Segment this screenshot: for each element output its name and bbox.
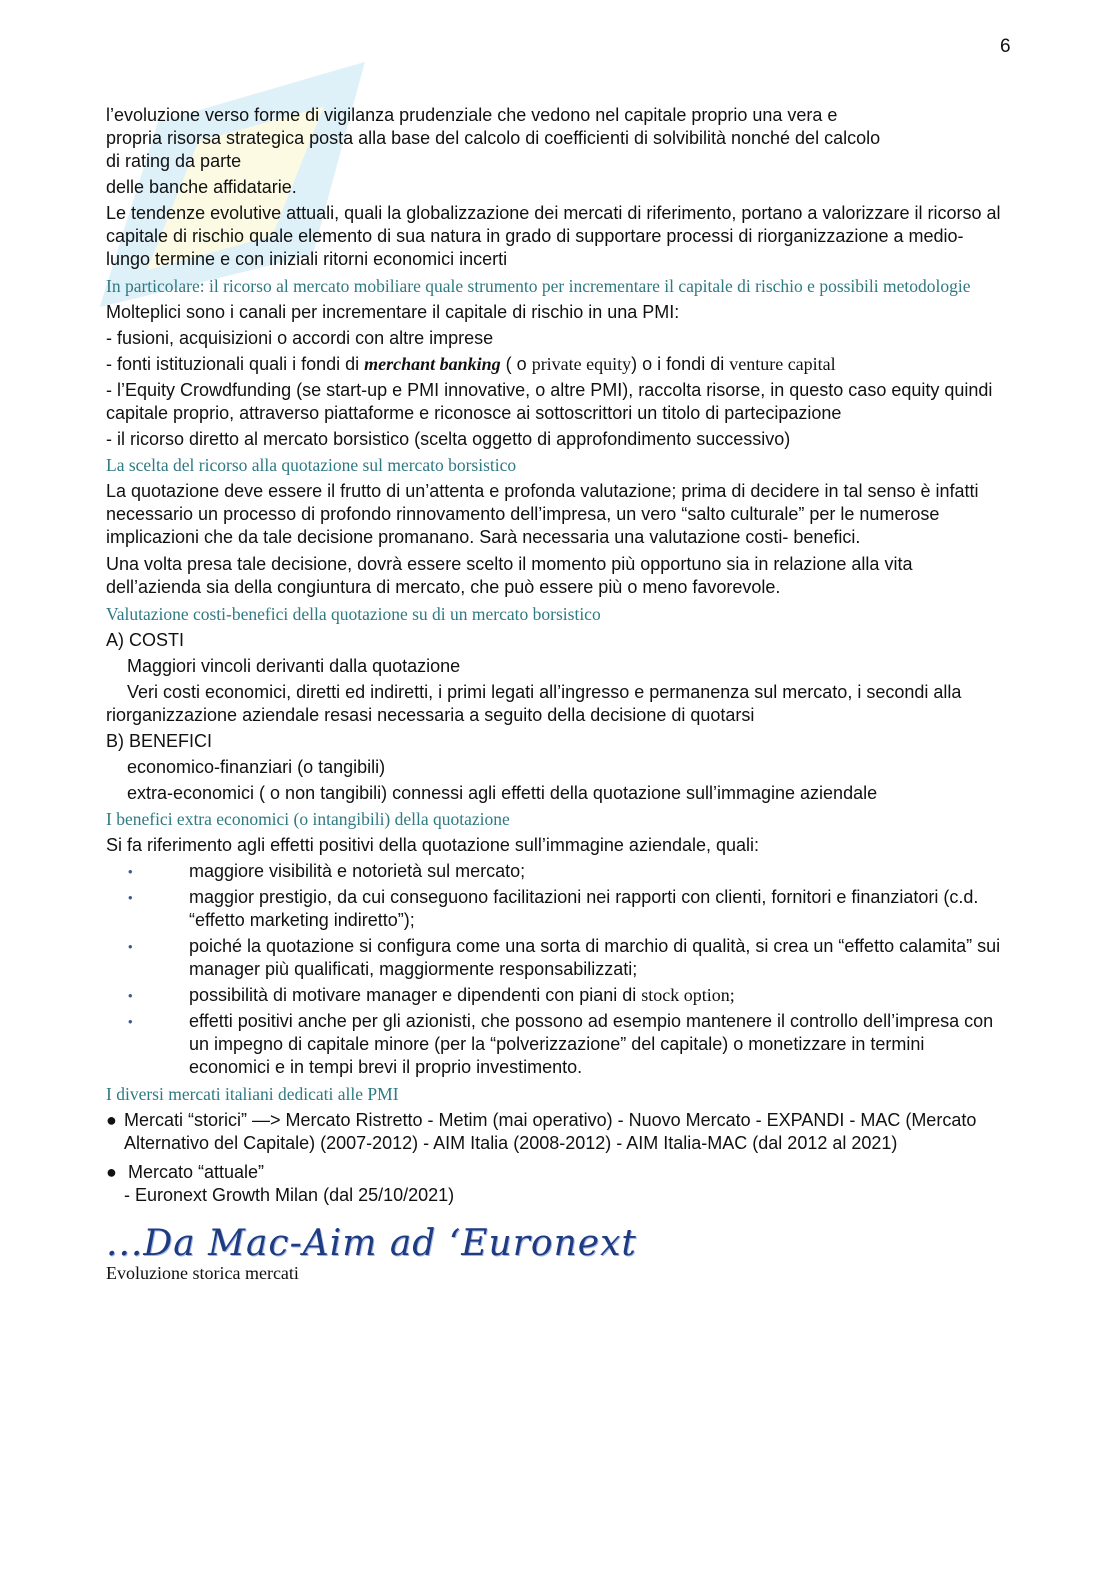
private-equity-term: private equity bbox=[531, 354, 632, 374]
list-item bbox=[106, 860, 1006, 883]
page-number: 6 bbox=[1000, 36, 1011, 57]
intro-line-4: delle banche affidatarie. bbox=[106, 177, 297, 197]
text-fragment: ( o bbox=[500, 354, 532, 374]
list-item-fusioni: - fusioni, acquisizioni o accordi con altre imprese bbox=[106, 328, 494, 348]
costs-label: A) COSTI bbox=[106, 630, 185, 650]
benefits-list bbox=[106, 860, 1006, 1079]
bullet-icon: • bbox=[128, 939, 133, 954]
list-item bbox=[106, 886, 1006, 932]
bullet-icon: • bbox=[128, 864, 133, 879]
list-item bbox=[106, 935, 1006, 981]
bullet-icon: • bbox=[128, 988, 133, 1003]
page-content bbox=[106, 104, 1006, 1283]
bullet-icon: ● bbox=[106, 1110, 117, 1130]
list-item-text: Mercati “storici” —> Mercato Ristretto - Metim (mai operativo) - Nuovo Mercato - EXPANDI - MAC (Mercato Alternativo del Capitale) (2007-2012) - AIM Italia (2008-2012) - AIM Italia-MAC (dal 2012 al 2021) bbox=[124, 1110, 977, 1153]
intro-paragraph-2: Le tendenze evolutive attuali, quali la globalizzazione dei mercati di riferimento, portano a valorizzare il ricorso al capitale di rischio quale elemento di sua natura in grado di supportare processi di riorganizzazione a medio-lungo termine e con iniziali ritorni economici incerti bbox=[106, 203, 1001, 269]
cost-item-vincoli: Maggiori vincoli derivanti dalla quotazione bbox=[127, 656, 461, 676]
stock-option-term: stock option; bbox=[641, 985, 735, 1005]
list-item-crowdfunding: - l’Equity Crowdfunding (se start-up e PMI innovative, o altre PMI), raccolta risorse, in questo caso equity quindi capitale proprio, attraverso piattaforme e riconosce ai sottoscrittori un titolo di partecipazione bbox=[106, 380, 993, 423]
section-heading-scelta-quotazione: La scelta del ricorso alla quotazione sul mercato borsistico bbox=[106, 455, 517, 475]
section-heading-mercato-mobiliare: In particolare: il ricorso al mercato mobiliare quale strumento per incrementare il capitale di rischio e possibili metodologie bbox=[106, 276, 971, 296]
list-item bbox=[106, 984, 1006, 1007]
intro-line-3: di rating da parte bbox=[106, 151, 242, 171]
cost-item-costi-economici bbox=[106, 681, 1006, 727]
section1-intro: Molteplici sono i canali per incrementare il capitale di rischio in una PMI: bbox=[106, 302, 680, 322]
section-heading-benefici-extra: I benefici extra economici (o intangibili) della quotazione bbox=[106, 809, 510, 829]
list-item-title: Mercato “attuale” bbox=[128, 1162, 265, 1182]
list-item-mercato-borsistico: - il ricorso diretto al mercato borsistico (scelta oggetto di approfondimento successivo) bbox=[106, 429, 791, 449]
intro-line-2: propria risorsa strategica posta alla base del calcolo di coefficienti di solvibilità nonché del calcolo bbox=[106, 128, 881, 148]
benefits-label: B) BENEFICI bbox=[106, 731, 213, 751]
list-item-text: effetti positivi anche per gli azionisti, che possono ad esempio mantenere il controllo dell’impresa con un impegno di capitale minore (per la “polverizzazione” del capitale) o monetizzare in termini economici e in tempi brevi il proprio investimento. bbox=[189, 1011, 994, 1077]
benefit-item-non-tangibili: extra-economici ( o non tangibili) connessi agli effetti della quotazione sull’immagine aziendale bbox=[127, 783, 878, 803]
text-fragment: ) o i fondi di bbox=[631, 354, 730, 374]
list-item-text: poiché la quotazione si configura come una sorta di marchio di qualità, si crea un “effetto calamita” sui manager più qualificati, maggiormente responsabilizzati; bbox=[189, 936, 1001, 979]
list-item bbox=[106, 1109, 1006, 1155]
merchant-banking-term: merchant banking bbox=[364, 354, 501, 374]
list-item-text: maggior prestigio, da cui conseguono facilitazioni nei rapporti con clienti, fornitori e finanziatori (c.d. “effetto marketing indiretto”); bbox=[189, 887, 979, 930]
list-item bbox=[106, 1010, 1006, 1079]
venture-capital-term: venture capital bbox=[729, 354, 836, 374]
text-fragment: Veri costi economici, diretti ed indiretti, i primi legati all’ingresso e permanenza sul mercato, i secondi alla riorganizzazione aziendale resasi necessaria a seguito della decisione di quotarsi bbox=[106, 682, 962, 725]
logo-caption: Evoluzione storica mercati bbox=[106, 1263, 299, 1283]
bullet-icon: • bbox=[128, 890, 133, 905]
markets-list bbox=[106, 1109, 1006, 1207]
bullet-icon: • bbox=[128, 1014, 133, 1029]
section2-paragraph-2: Una volta presa tale decisione, dovrà essere scelto il momento più opportuno sia in relazione alla vita dell’azienda sia della congiuntura di mercato, che può essere più o meno favorevole. bbox=[106, 554, 913, 597]
text-fragment: - fonti istituzionali quali i fondi di bbox=[106, 354, 365, 374]
list-item-detail: - Euronext Growth Milan (dal 25/10/2021) bbox=[124, 1185, 455, 1205]
list-item bbox=[106, 1161, 1006, 1207]
list-item-text: possibilità di motivare manager e dipendenti con piani di bbox=[189, 985, 642, 1005]
benefit-item-tangibili: economico-finanziari (o tangibili) bbox=[127, 757, 386, 777]
intro-paragraph bbox=[106, 104, 1006, 199]
list-item-text: maggiore visibilità e notorietà sul mercato; bbox=[189, 861, 526, 881]
section2-paragraph-1: La quotazione deve essere il frutto di un’attenta e profonda valutazione; prima di decidere in tal senso è infatti necessario un processo di profondo rinnovamento dell’impresa, un vero “salto culturale” per le numerose implicazioni che da tale decisione promanano. Sarà necessaria una valutazione costi- benefici. bbox=[106, 481, 979, 547]
section4-intro: Si fa riferimento agli effetti positivi della quotazione sull’immagine aziendale, quali: bbox=[106, 835, 760, 855]
section-heading-mercati-pmi: I diversi mercati italiani dedicati alle PMI bbox=[106, 1084, 399, 1104]
list-item-fonti-istituzionali bbox=[106, 353, 1006, 376]
intro-line-1: l’evoluzione verso forme di vigilanza prudenziale che vedono nel capitale proprio una vera e bbox=[106, 105, 838, 125]
bullet-icon: ● bbox=[106, 1162, 117, 1182]
section-heading-costi-benefici: Valutazione costi-benefici della quotazione su di un mercato borsistico bbox=[106, 604, 601, 624]
mac-aim-euronext-logo: ...Da Mac-Aim ad ‘Euronext bbox=[106, 1223, 637, 1264]
